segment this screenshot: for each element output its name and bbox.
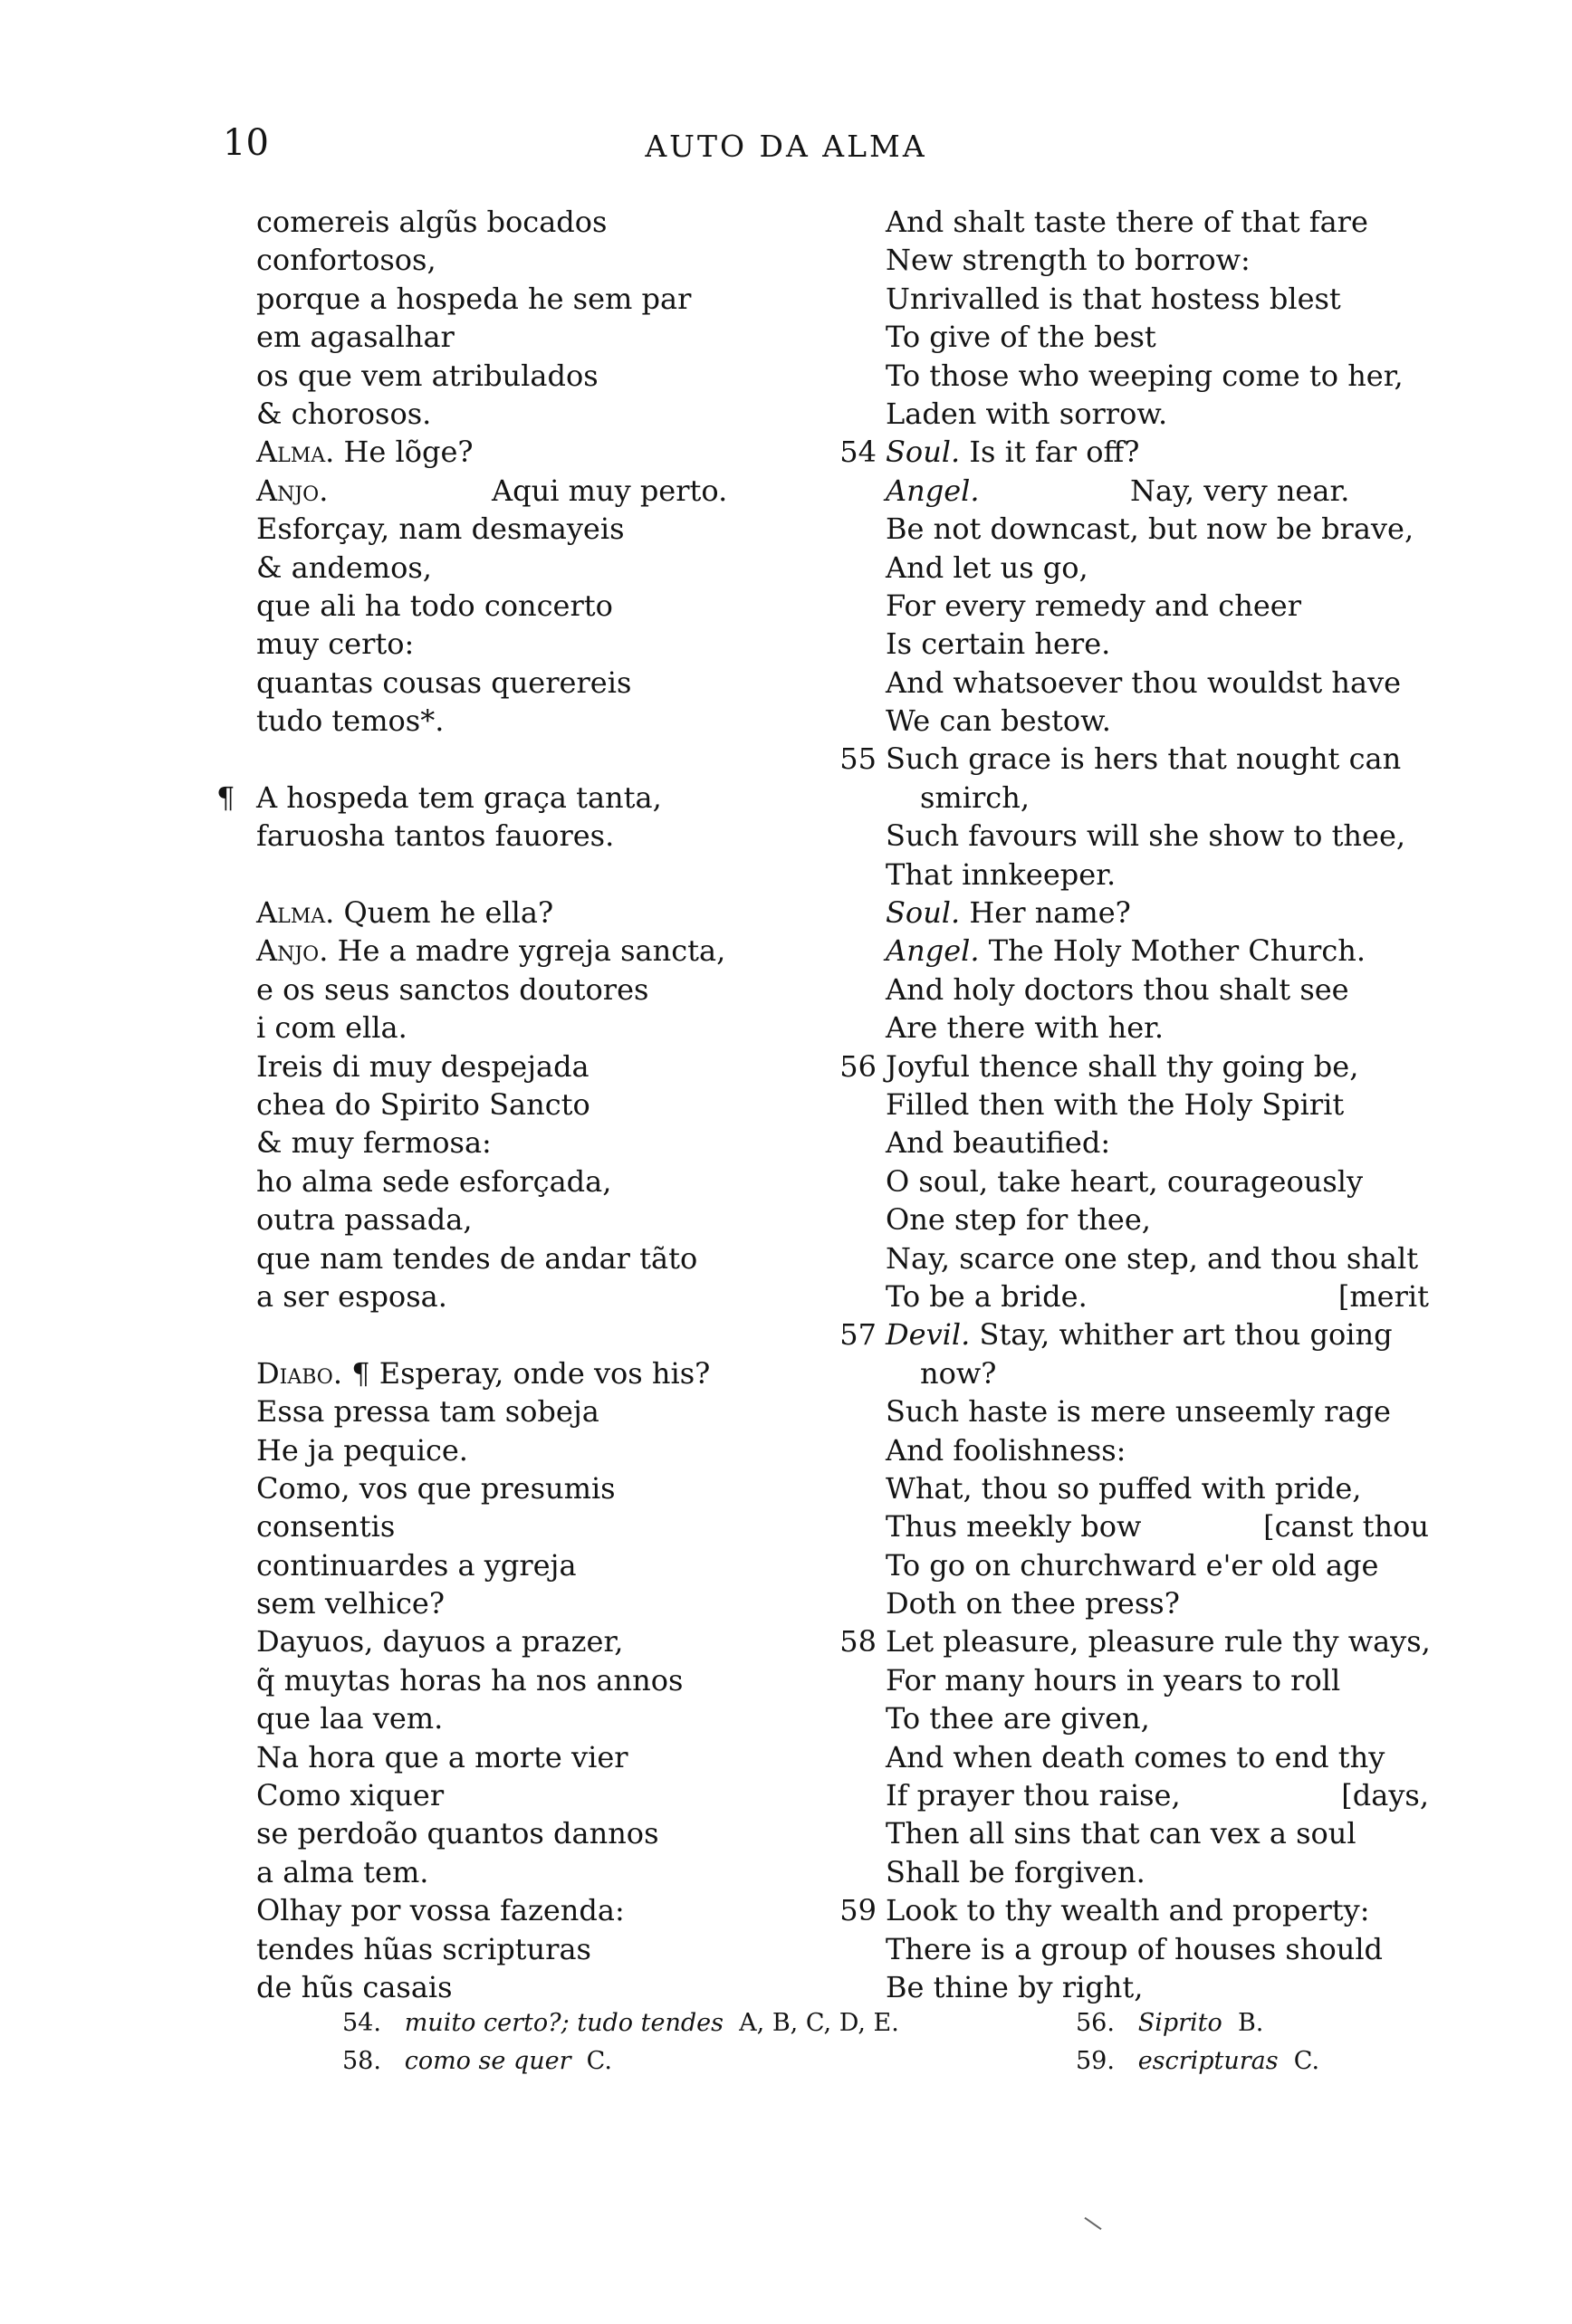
speaker-name: Anjo. bbox=[256, 933, 329, 969]
verse-line: & andemos, bbox=[256, 550, 432, 585]
speech-line bbox=[886, 894, 1429, 932]
verse-line: q̃ muytas horas ha nos annos bbox=[256, 1662, 684, 1698]
verse-text: To be a bride. bbox=[886, 1278, 1088, 1314]
speech-line bbox=[839, 433, 1429, 471]
verse-line bbox=[839, 740, 1429, 778]
footnote-sources: C. bbox=[586, 2047, 612, 2075]
verse-line: To go on churchward e'er old age bbox=[886, 1547, 1379, 1583]
verse-line: New strength to borrow: bbox=[886, 243, 1251, 278]
verse-text: Such grace is hers that nought can bbox=[886, 741, 1402, 777]
footnote-variant: como se quer bbox=[404, 2047, 571, 2075]
verse-line: tendes hũas scripturas bbox=[256, 1931, 591, 1966]
speech-text: Her name? bbox=[969, 895, 1131, 931]
running-title: AUTO DA ALMA bbox=[645, 129, 927, 164]
verse-line: Olhay por vossa fazenda: bbox=[256, 1893, 625, 1928]
verse-line bbox=[839, 1622, 1431, 1660]
verse-line: And shalt taste there of that fare bbox=[886, 205, 1368, 239]
speech-line bbox=[256, 1354, 908, 1392]
english-column bbox=[839, 203, 1431, 2006]
verse-line: He ja pequice. bbox=[256, 1432, 468, 1468]
speech-line bbox=[839, 1315, 1429, 1353]
speech-text: Aqui muy perto. bbox=[492, 473, 728, 508]
verse-line: muy certo: bbox=[256, 626, 415, 662]
footnote-sources: C. bbox=[1293, 2047, 1320, 2075]
verse-line: And holy doctors thou shalt see bbox=[886, 971, 1349, 1007]
verse-line bbox=[886, 1507, 1429, 1545]
verse-line: Na hora que a morte vier bbox=[256, 1739, 628, 1774]
footnote bbox=[1076, 2004, 1319, 2042]
verse-line: consentis bbox=[256, 1509, 396, 1545]
verse-line: And whatsoever thou wouldst have bbox=[886, 665, 1402, 700]
verse-line: outra passada, bbox=[256, 1202, 473, 1238]
speaker-name: Soul. bbox=[886, 895, 961, 931]
speaker-name: Anjo. bbox=[256, 473, 329, 508]
footnote-variant: escripturas bbox=[1137, 2047, 1279, 2075]
verse-text: Let pleasure, pleasure rule thy ways, bbox=[886, 1624, 1431, 1659]
verse-line: porque a hospeda he sem par bbox=[256, 281, 692, 316]
verse-line: Dayuos, dayuos a prazer, bbox=[256, 1624, 624, 1659]
speech-text: Stay, whither art thou going bbox=[979, 1317, 1393, 1353]
verse-line: Nay, scarce one step, and thou shalt bbox=[886, 1240, 1419, 1276]
verse-line: One step for thee, bbox=[886, 1202, 1151, 1238]
footnote bbox=[342, 2042, 899, 2080]
stanza-number: 59 bbox=[839, 1893, 877, 1928]
speaker-name: Alma. bbox=[256, 435, 335, 470]
verse-line: sem velhice? bbox=[256, 1586, 445, 1621]
speech-line bbox=[886, 932, 1429, 970]
verse-text: Look to thy wealth and property: bbox=[886, 1893, 1370, 1928]
verse-line: Shall be forgiven. bbox=[886, 1854, 1145, 1889]
verse-line: & chorosos. bbox=[256, 396, 432, 431]
verse-line: faruosha tantos fauores. bbox=[256, 818, 615, 854]
verse-line: Filled then with the Holy Spirit bbox=[886, 1086, 1345, 1122]
verse-line: tudo temos*. bbox=[256, 703, 445, 739]
speech-text: The Holy Mother Church. bbox=[988, 933, 1366, 969]
footnote bbox=[1076, 2042, 1319, 2080]
footnote-variant: Siprito bbox=[1137, 2009, 1222, 2037]
verse-line: And foolishness: bbox=[886, 1432, 1126, 1468]
verse-line: Unrivalled is that hostess blest bbox=[886, 281, 1341, 316]
verse-text: Thus meekly bow bbox=[886, 1509, 1142, 1545]
stray-mark bbox=[1084, 2217, 1101, 2230]
verse-line: smirch, bbox=[920, 779, 1030, 815]
verse-line: And when death comes to end thy bbox=[886, 1739, 1385, 1774]
footnote bbox=[342, 2004, 899, 2042]
verse-line: quantas cousas querereis bbox=[256, 665, 632, 700]
verse-line: Be thine by right, bbox=[886, 1969, 1144, 2004]
verse-line: que nam tendes de andar tãto bbox=[256, 1240, 698, 1276]
speaker-name: Alma. bbox=[256, 895, 335, 931]
footnote-number: 56. bbox=[1076, 2009, 1115, 2037]
portuguese-column bbox=[216, 203, 908, 2006]
speech-text: Nay, very near. bbox=[1130, 473, 1350, 508]
verse-line: se perdoão quantos dannos bbox=[256, 1816, 659, 1851]
footnote-number: 54. bbox=[342, 2009, 381, 2037]
verse-line: Laden with sorrow. bbox=[886, 396, 1168, 431]
speech-text: Is it far off? bbox=[969, 435, 1140, 470]
verse-line: Then all sins that can vex a soul bbox=[886, 1816, 1356, 1851]
verse-line: For many hours in years to roll bbox=[886, 1662, 1341, 1698]
verse-line: i com ella. bbox=[256, 1010, 407, 1046]
speech-line bbox=[256, 472, 908, 510]
verse-text: Joyful thence shall thy going be, bbox=[886, 1048, 1359, 1084]
footnotes-right bbox=[1076, 2004, 1319, 2080]
verse-line: Is certain here. bbox=[886, 626, 1111, 662]
verse-line: To those who weeping come to her, bbox=[886, 358, 1404, 393]
verse-line: What, thou so puffed with pride, bbox=[886, 1470, 1362, 1506]
verse-line: Doth on thee press? bbox=[886, 1586, 1180, 1621]
stanza-number: 56 bbox=[839, 1048, 877, 1084]
verse-line: Such haste is mere unseemly rage bbox=[886, 1394, 1391, 1430]
carryover-text: [days, bbox=[1341, 1778, 1429, 1813]
verse-line: Ireis di muy despejada bbox=[256, 1048, 590, 1084]
verse-line: comereis algũs bocados bbox=[256, 205, 608, 239]
verse-text: A hospeda tem graça tanta, bbox=[256, 779, 662, 815]
footnote-number: 59. bbox=[1076, 2047, 1115, 2075]
verse-line: em agasalhar bbox=[256, 320, 455, 355]
verse-line: de hũs casais bbox=[256, 1969, 453, 2004]
verse-line: To thee are given, bbox=[886, 1701, 1150, 1736]
speaker-name: Soul. bbox=[886, 435, 961, 470]
speaker-name: Diabo. bbox=[256, 1355, 343, 1391]
verse-line: que ali ha todo concerto bbox=[256, 588, 613, 623]
stanza-number: 58 bbox=[839, 1624, 877, 1659]
verse-line: que laa vem. bbox=[256, 1701, 444, 1736]
verse-line: ho alma sede esforçada, bbox=[256, 1163, 612, 1199]
verse-line: Como xiquer bbox=[256, 1778, 445, 1813]
verse-line: For every remedy and cheer bbox=[886, 588, 1301, 623]
speaker-name: Angel. bbox=[886, 933, 980, 969]
stanza-number: 54 bbox=[839, 435, 877, 470]
speech-text: He lõge? bbox=[343, 435, 474, 470]
footnotes-left bbox=[342, 2004, 899, 2080]
verse-line: e os seus sanctos doutores bbox=[256, 971, 649, 1007]
verse-line bbox=[216, 779, 908, 817]
verse-line: continuardes a ygreja bbox=[256, 1547, 577, 1583]
verse-line: And let us go, bbox=[886, 550, 1088, 585]
verse-line: Such favours will she show to thee, bbox=[886, 818, 1406, 854]
verse-line: chea do Spirito Sancto bbox=[256, 1086, 590, 1122]
verse-line: Como, vos que presumis bbox=[256, 1470, 616, 1506]
verse-line: a alma tem. bbox=[256, 1854, 429, 1889]
speech-text: ¶ Esperay, onde vos his? bbox=[351, 1355, 711, 1391]
verse-line bbox=[886, 1277, 1429, 1315]
speech-line bbox=[256, 932, 908, 970]
verse-line: a ser esposa. bbox=[256, 1278, 447, 1314]
verse-line bbox=[886, 1776, 1429, 1814]
verse-line: os que vem atribulados bbox=[256, 358, 599, 393]
carryover-text: [canst thou bbox=[1263, 1509, 1429, 1545]
verse-line: confortosos, bbox=[256, 243, 436, 278]
verse-line: There is a group of houses should bbox=[886, 1931, 1384, 1966]
page-number: 10 bbox=[223, 122, 269, 164]
speech-line bbox=[256, 894, 908, 932]
verse-text: If prayer thou raise, bbox=[886, 1778, 1181, 1813]
verse-line: Are there with her. bbox=[886, 1010, 1165, 1046]
verse-line: & muy fermosa: bbox=[256, 1125, 492, 1161]
verse-line: now? bbox=[920, 1355, 997, 1391]
speaker-name: Angel. bbox=[886, 473, 980, 508]
footnote-sources: A, B, C, D, E. bbox=[739, 2009, 899, 2037]
stanza-number: 55 bbox=[839, 741, 877, 777]
verse-line: That innkeeper. bbox=[886, 856, 1117, 892]
speech-line bbox=[886, 472, 1429, 510]
verse-line: Be not downcast, but now be brave, bbox=[886, 512, 1414, 547]
verse-line: And beautified: bbox=[886, 1125, 1111, 1161]
speech-line bbox=[256, 433, 908, 471]
verse-line bbox=[839, 1047, 1429, 1085]
verse-line: O soul, take heart, courageously bbox=[886, 1163, 1364, 1199]
carryover-text: [merit bbox=[1337, 1278, 1429, 1314]
verse-line: We can bestow. bbox=[886, 703, 1111, 739]
verse-line: To give of the best bbox=[886, 320, 1156, 355]
verse-line: Essa pressa tam sobeja bbox=[256, 1394, 599, 1430]
footnote-variant: muito certo?; tudo tendes bbox=[404, 2009, 724, 2037]
speech-text: Quem he ella? bbox=[343, 895, 554, 931]
speech-text: He a madre ygreja sancta, bbox=[337, 933, 726, 969]
footnote-sources: B. bbox=[1237, 2009, 1264, 2037]
footnote-number: 58. bbox=[342, 2047, 381, 2075]
speaker-name: Devil. bbox=[886, 1317, 971, 1353]
verse-line: Esforçay, nam desmayeis bbox=[256, 512, 625, 547]
stanza-number: 57 bbox=[839, 1317, 877, 1353]
verse-line bbox=[839, 1891, 1429, 1929]
pilcrow-mark: ¶ bbox=[216, 779, 235, 815]
